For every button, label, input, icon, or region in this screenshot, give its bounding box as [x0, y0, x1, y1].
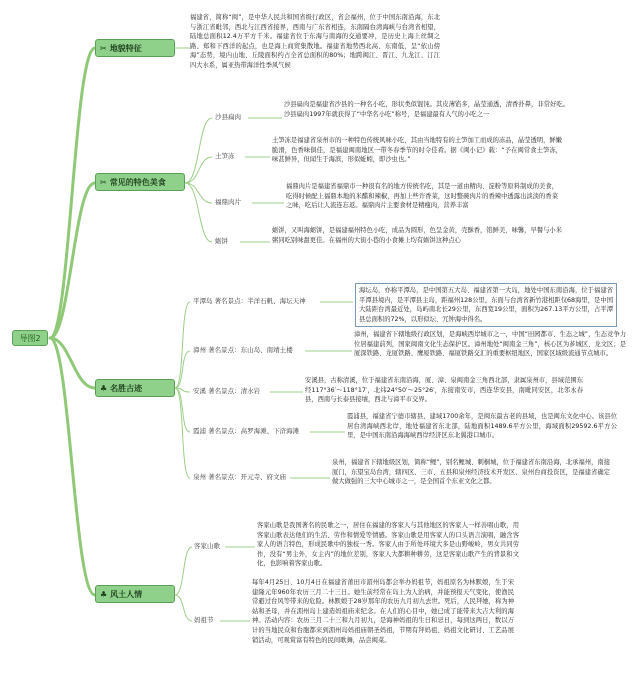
food-item-fuding[interactable]: 福鼎肉片: [215, 198, 241, 206]
sight-item-zhangzhou[interactable]: 漳州 著名景点：东山岛、南靖土楼: [193, 346, 293, 354]
sight-item-pingtan[interactable]: 平潭岛 著名景点：半洋石帆、海坛天神: [193, 297, 306, 305]
branch-customs[interactable]: [95, 585, 175, 603]
sight-text-zhangzhou: 漳州，福建省下辖地级行政区划，是海峡西岸城市之一，中国“田园都市、生态之城”，生态竞争力位居福建前列，国家闽南文化生态保护区。漳州地处“闽南金三角”，核心区为芗城区、龙文区；是厦深铁路、龙厦铁路、鹰厦铁路、福厦铁路交汇的重要枢纽地区，国家区域级流通节点城市。: [354, 331, 626, 358]
branch-landform[interactable]: [95, 39, 175, 57]
sight-item-anxi[interactable]: 安溪 著名景点：清水岩: [193, 387, 261, 395]
food-item-shaxian[interactable]: 沙县扁肉: [215, 113, 241, 121]
root-node[interactable]: [12, 330, 48, 346]
branch-food[interactable]: [95, 173, 185, 191]
food-item-libing[interactable]: 蛎饼: [215, 237, 228, 245]
branch-label: 地貌特征: [109, 43, 142, 53]
scissors-icon: ✂: [100, 43, 107, 53]
custom-item-mazu[interactable]: 妈祖节: [194, 616, 214, 624]
clover-icon: ♣: [100, 383, 108, 393]
food-item-tusundong[interactable]: 土笋冻: [215, 152, 235, 160]
branch-label: 名胜古迹: [110, 383, 143, 393]
sight-text-xiapu: 霞浦县，福建省宁德市辖县，建域1700余年，是闽东最古老的县域，也是闽东文化中心。该县位居台湾海峡西北岸，地处福建省东北部，陆地面积1489.6平方公里，海域面积29592.6平方公里，是中国东南沿海海峡西岸经济区东北翼港口城市。: [347, 413, 617, 440]
food-text-libing: 蛎饼，又叫海蛎饼，是福建福州特色小吃，成品为圆形，色呈金黄，壳酥香，馅鲜美，味馨，早餐与小米粥同吃别味甜更佳。在福州的大街小巷的小食摊上均有蛎饼这种点心: [272, 227, 562, 244]
branch-label: 常见的特色美食: [109, 177, 166, 187]
landform-text: 福建省，简称“闽”，是中华人民共和国省级行政区，省会福州，位于中国东南沿海，东北与浙江省毗邻，西北与江西省接界，西南与广东省相连，东南隔台湾海峡与台湾省相望，陆地总面积12.4万平方千米。福建省位于东海与南海的交通要冲，是历史上海上丝绸之路、郑和下西洋的起点，也是海上商贸集散地。福建省地势西北高、东南低，呈“依山傍海”态势，境内山地、丘陵面积约占全省总面积的80%；地跨闽江、晋江、九龙江、汀江四大水系，属亚热带海洋性季风气候: [190, 14, 440, 69]
sight-text-anxi: 安溪县，古称清溪，位于福建省东南沿海，厦、漳、泉闽南金三角西北部，隶属泉州市，县域范围东经117°36′～118°17′，北纬24°50′～25°26′，东接南安市，西连华安县，南毗同安区，北邻永春县，西南与长泰县接壤，西北与漳平市交界。: [305, 377, 583, 404]
sight-text-pingtan: 海坛岛，亦称平潭岛，是中国第五大岛、福建省第一大岛，地处中国东南沿海，位于福建省平潭县境内，是平潭县主岛，距福州128公里，东面与台湾省新竹港相距仅68海里，是中国大陆距台湾最近处，岛屿南北长29公里，东西宽19公里，面积为267.13平方公里，占平潭县总面积的72%，以形似坛、冗钟海中得名。: [355, 283, 617, 327]
branch-label: 风土人情: [110, 589, 143, 599]
clover-icon: ♣: [100, 589, 108, 599]
custom-text-hakka: 客家山歌是我国著名的民歌之一，居住在福建的客家人与其他地区的客家人一样善唱山歌，用客家山歌表达他们的生活、劳作和情爱等情感。客家山歌是用客家人的口头语言演唱，融含客家人的语言特色，形成民歌中的独枝一秀。客家人由于所处环境大多是山野峻岭，男女共同劳作，没有“男主外，女主内”的地位差别，客家人大都耕种耕劳，这是客家山歌产生的背景和文化，也影响着客家山歌。: [257, 522, 519, 568]
custom-item-hakka[interactable]: 客家山歌: [194, 542, 220, 550]
branch-sights[interactable]: [95, 379, 175, 397]
custom-text-mazu: 每年4月25日、10月4日在福建省莆田市湄州岛都会举办妈祖节，妈祖原名为林默娘，生于宋建隆元年960年农历三月二十三日。她生前经常在岛上为人治病，并能预报天气变化，使渔民常避过台风等带来的危险。林默娘于28岁那年的农历九月初九去世。死后，人民拜她，称为神姑和圣母，并在湄州岛上建造妈祖庙来纪念。在人们的心目中，她已成了能带来大吉大利的海神。活动内容：农历三月二十三和九月初九，是海神妈祖的生日和忌日，每到这两日，数以万计的当地民众和台胞都来到湄州岛妈祖庙朝圣妈祖，节期有拜妈祖、妈祖文化研讨、工艺品展销活动，可观赏富有特色的民间歌舞，品尝闽菜。: [252, 579, 514, 644]
food-text-shaxian: 沙县扁肉是福建省沙县的一种名小吃，形状类似馄饨。其皮薄馅多，晶莹通透，清香扑鼻，非常好吃。沙县扁肉1997年就获得了“中华名小吃”称号，是福建最有人气的小吃之一: [284, 101, 569, 118]
food-text-fuding: 福鼎肉片是福建省福鼎市一种很有名的地方传统名吃，其是一道由精肉、淀粉等原料制成的美食，吃得时候配上福鼎本地的米醋和辣椒，再加上些许香菜，这时整碗肉片的香辣中透露出淡淡的香菜之味，吃后让人流连忘返。福鼎肉片主要食材是精瘦肉，营养丰富: [286, 183, 558, 210]
sight-item-xiapu[interactable]: 霞浦 著名景点：高罗海滩、下浒海滩: [193, 427, 300, 435]
sight-item-quanzhou[interactable]: 泉州 著名景点：开元寺、府文庙: [193, 473, 287, 481]
food-text-tusundong: 土笋冻是福建省泉州市的一种特色传统风味小吃，其由当地特有的土笋加工而成的冻品，晶莹透明，鲜嫩脆滑，色香味俱佳，是福建闽南地区一带冬春季节的时令佳肴。据《闽小记》载：“予在闽常食土笋冻，味甚鲜异，但闻生于海滨，形似蚯蚓，即沙虫也。”: [272, 137, 562, 164]
scissors-icon: ✂: [100, 177, 107, 187]
root-label: 导图2: [19, 333, 41, 343]
sight-text-quanzhou: 泉州，福建省下辖地级区划，简称“鲤”，别名鲤城、刺桐城，位于福建省东南沿海，北承福州，南接厦门，东望宝岛台湾，辖四区、三市、五县和泉州经济技术开发区、泉州台商投资区，是福建省确定做大做强的三大中心城市之一，是全国首个东亚文化之都。: [332, 459, 610, 486]
